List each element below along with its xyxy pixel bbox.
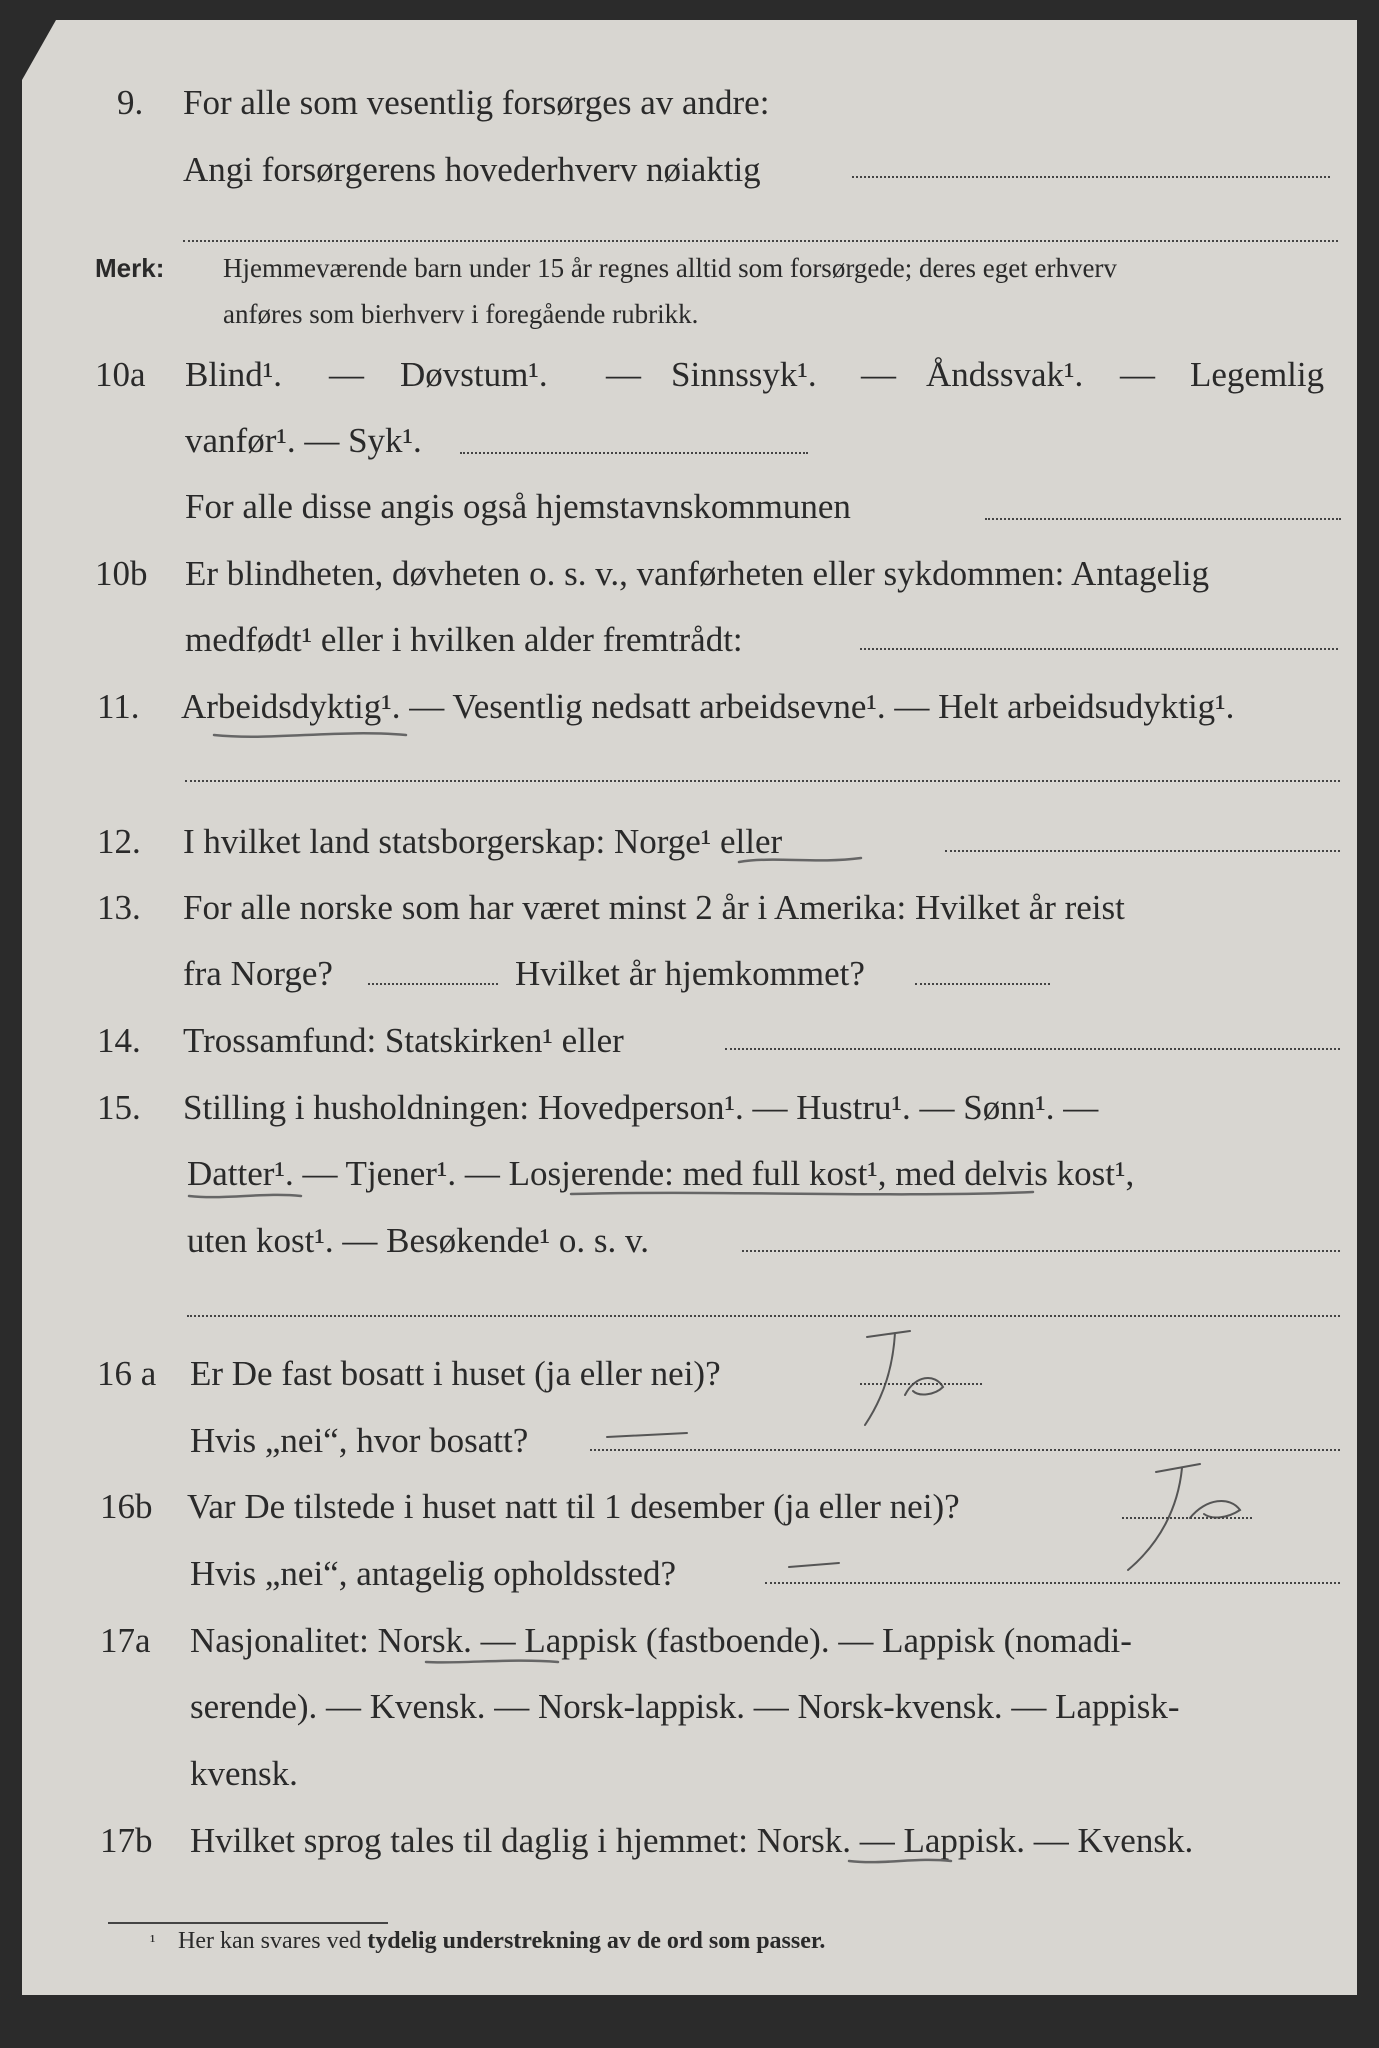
- q13-text2b: Hvilket år hjemkommet?: [515, 954, 865, 993]
- q10a-option-andssvak: Åndssvak¹.: [926, 355, 1084, 394]
- q12-line1: [0, 812, 1379, 872]
- merk-line2: [0, 292, 1379, 336]
- q14-answer-field[interactable]: [725, 1048, 1340, 1050]
- merk-label: Merk:: [95, 253, 165, 283]
- q16b-text: Var De tilstede i huset natt til 1 desember (ja eller nei)?: [187, 1487, 960, 1526]
- q13-line1: [0, 878, 1379, 938]
- merk-text: Hjemmeværende barn under 15 år regnes alltid som forsørgede; deres eget erhverv: [223, 253, 1117, 283]
- q9-answer-field-1[interactable]: [852, 176, 1330, 178]
- q15-line1: [0, 1078, 1379, 1138]
- q9-number: 9.: [117, 83, 144, 122]
- footnote-text-b: tydelig understrekning av de ord som passer.: [367, 1928, 826, 1954]
- merk-text2: anføres som bierhverv i foregående rubrikk.: [223, 299, 699, 329]
- q10b-answer-field[interactable]: [860, 648, 1338, 650]
- q12-answer-field[interactable]: [945, 850, 1340, 852]
- q10b-line2: [0, 610, 1379, 670]
- q10a-line2: [0, 411, 1379, 471]
- footnote-text: [178, 1921, 825, 1961]
- q15-text3: uten kost¹. — Besøkende¹ o. s. v.: [187, 1221, 650, 1260]
- q17b-text: Hvilket sprog tales til daglig i hjemmet: Norsk. — Lappisk. — Kvensk.: [190, 1821, 1194, 1860]
- q10a-line1: [0, 345, 1379, 405]
- q17a-text: Nasjonalitet: Norsk. — Lappisk (fastboende). — Lappisk (nomadi-: [190, 1621, 1132, 1660]
- q13-text: For alle norske som har været minst 2 år i Amerika: Hvilket år reist: [183, 888, 1125, 927]
- q10a-option-sinnssyk: Sinnssyk¹.: [671, 355, 817, 394]
- q10a-dash: —: [329, 355, 364, 394]
- q16a-line1: [0, 1344, 1379, 1404]
- q16a-answer-field[interactable]: [860, 1383, 982, 1385]
- q10a-hjemstavn-field[interactable]: [985, 518, 1341, 520]
- q11-line1: [0, 677, 1379, 737]
- q11-number: 11.: [97, 687, 140, 726]
- q17a-norsk-underline: [422, 1652, 562, 1672]
- q16a-text: Er De fast bosatt i huset (ja eller nei)?: [190, 1354, 721, 1393]
- q15-answer-field-1[interactable]: [742, 1250, 1340, 1252]
- q11-handwritten-underline: [210, 725, 410, 745]
- q16a-bosatt-field[interactable]: [590, 1449, 1340, 1451]
- q15-line3: [0, 1211, 1379, 1271]
- q15-answer-field-2[interactable]: [187, 1315, 1340, 1317]
- q9-text2: Angi forsørgerens hovederhverv nøiaktig: [183, 150, 761, 189]
- q10a-dash: —: [861, 355, 896, 394]
- q10a-line3: [0, 477, 1379, 537]
- q10a-option-legemlig: Legemlig: [1190, 355, 1325, 394]
- q10a-dash: —: [606, 355, 641, 394]
- q17a-number: 17a: [100, 1621, 151, 1660]
- q10b-text: Er blindheten, døvheten o. s. v., vanførheten eller sykdommen: Antagelig: [185, 554, 1210, 593]
- q17a-text3: kvensk.: [190, 1754, 298, 1793]
- q9-text: For alle som vesentlig forsørges av andre:: [183, 83, 770, 122]
- q17a-line2: [0, 1677, 1379, 1737]
- torn-corner: [22, 20, 56, 80]
- q13-hjemkommet-field[interactable]: [915, 983, 1050, 985]
- q17b-line1: [0, 1811, 1379, 1871]
- q10a-text2: vanfør¹. — Syk¹.: [185, 421, 422, 460]
- q15-text: Stilling i husholdningen: Hovedperson¹. — Hustru¹. — Sønn¹. —: [183, 1088, 1099, 1127]
- q16b-line2: [0, 1544, 1379, 1604]
- q10b-line1: [0, 544, 1379, 604]
- q9-line1: [0, 73, 1379, 133]
- q10a-text3: For alle disse angis også hjemstavnskommunen: [185, 487, 851, 526]
- q16a-number: 16 a: [97, 1354, 157, 1393]
- q13-text2a: fra Norge?: [183, 954, 333, 993]
- q16b-dash-mark: [785, 1555, 845, 1575]
- q13-line2: [0, 944, 1379, 1004]
- q15-losjerende-underline: [567, 1184, 1037, 1204]
- q9-line2: [0, 140, 1379, 200]
- q17a-text2: serende). — Kvensk. — Norsk-lappisk. — Norsk-kvensk. — Lappisk-: [190, 1687, 1180, 1726]
- q16b-number: 16b: [100, 1487, 153, 1526]
- q10b-text2: medfødt¹ eller i hvilken alder fremtrådt:: [185, 620, 743, 659]
- q10a-dash: —: [1120, 355, 1155, 394]
- q9-answer-field-2[interactable]: [183, 240, 1338, 242]
- q10a-number: 10a: [95, 355, 146, 394]
- footnote-mark: ¹: [150, 1931, 156, 1951]
- footnote: [0, 1921, 1379, 1961]
- q16b-text2: Hvis „nei“, antagelig opholdssted?: [190, 1554, 676, 1593]
- q14-text: Trossamfund: Statskirken¹ eller: [183, 1021, 624, 1060]
- q12-text: I hvilket land statsborgerskap: Norge¹ eller: [183, 822, 783, 861]
- q11-answer-field[interactable]: [185, 780, 1340, 782]
- q17a-line3: [0, 1744, 1379, 1804]
- q13-number: 13.: [97, 888, 141, 927]
- q10a-option-blind: Blind¹.: [185, 355, 283, 394]
- q10b-number: 10b: [95, 554, 148, 593]
- q16b-opholdssted-field[interactable]: [765, 1582, 1340, 1584]
- footnote-text-a: Her kan svares ved: [178, 1928, 368, 1954]
- q12-number: 12.: [97, 822, 141, 861]
- q16a-text2: Hvis „nei“, hvor bosatt?: [190, 1421, 529, 1460]
- q15-datter-underline: [185, 1186, 305, 1206]
- q17b-number: 17b: [100, 1821, 153, 1860]
- q17b-norsk-underline: [845, 1851, 955, 1871]
- q17a-line1: [0, 1611, 1379, 1671]
- q13-reist-field[interactable]: [368, 983, 498, 985]
- q12-handwritten-underline: [735, 850, 865, 870]
- merk-line1: [0, 246, 1379, 290]
- q11-text: Arbeidsdyktig¹. — Vesentlig nedsatt arbeidsevne¹. — Helt arbeidsudyktig¹.: [181, 687, 1235, 726]
- q15-text2: Datter¹. — Tjener¹. — Losjerende: med full kost¹, med delvis kost¹,: [187, 1154, 1135, 1193]
- q16a-dash-mark: [603, 1425, 693, 1445]
- q10a-answer-field[interactable]: [460, 452, 808, 454]
- q14-number: 14.: [97, 1021, 141, 1060]
- q16b-answer-field[interactable]: [1122, 1517, 1252, 1519]
- q10a-option-dovstum: Døvstum¹.: [400, 355, 548, 394]
- q15-number: 15.: [97, 1088, 141, 1127]
- q14-line1: [0, 1011, 1379, 1071]
